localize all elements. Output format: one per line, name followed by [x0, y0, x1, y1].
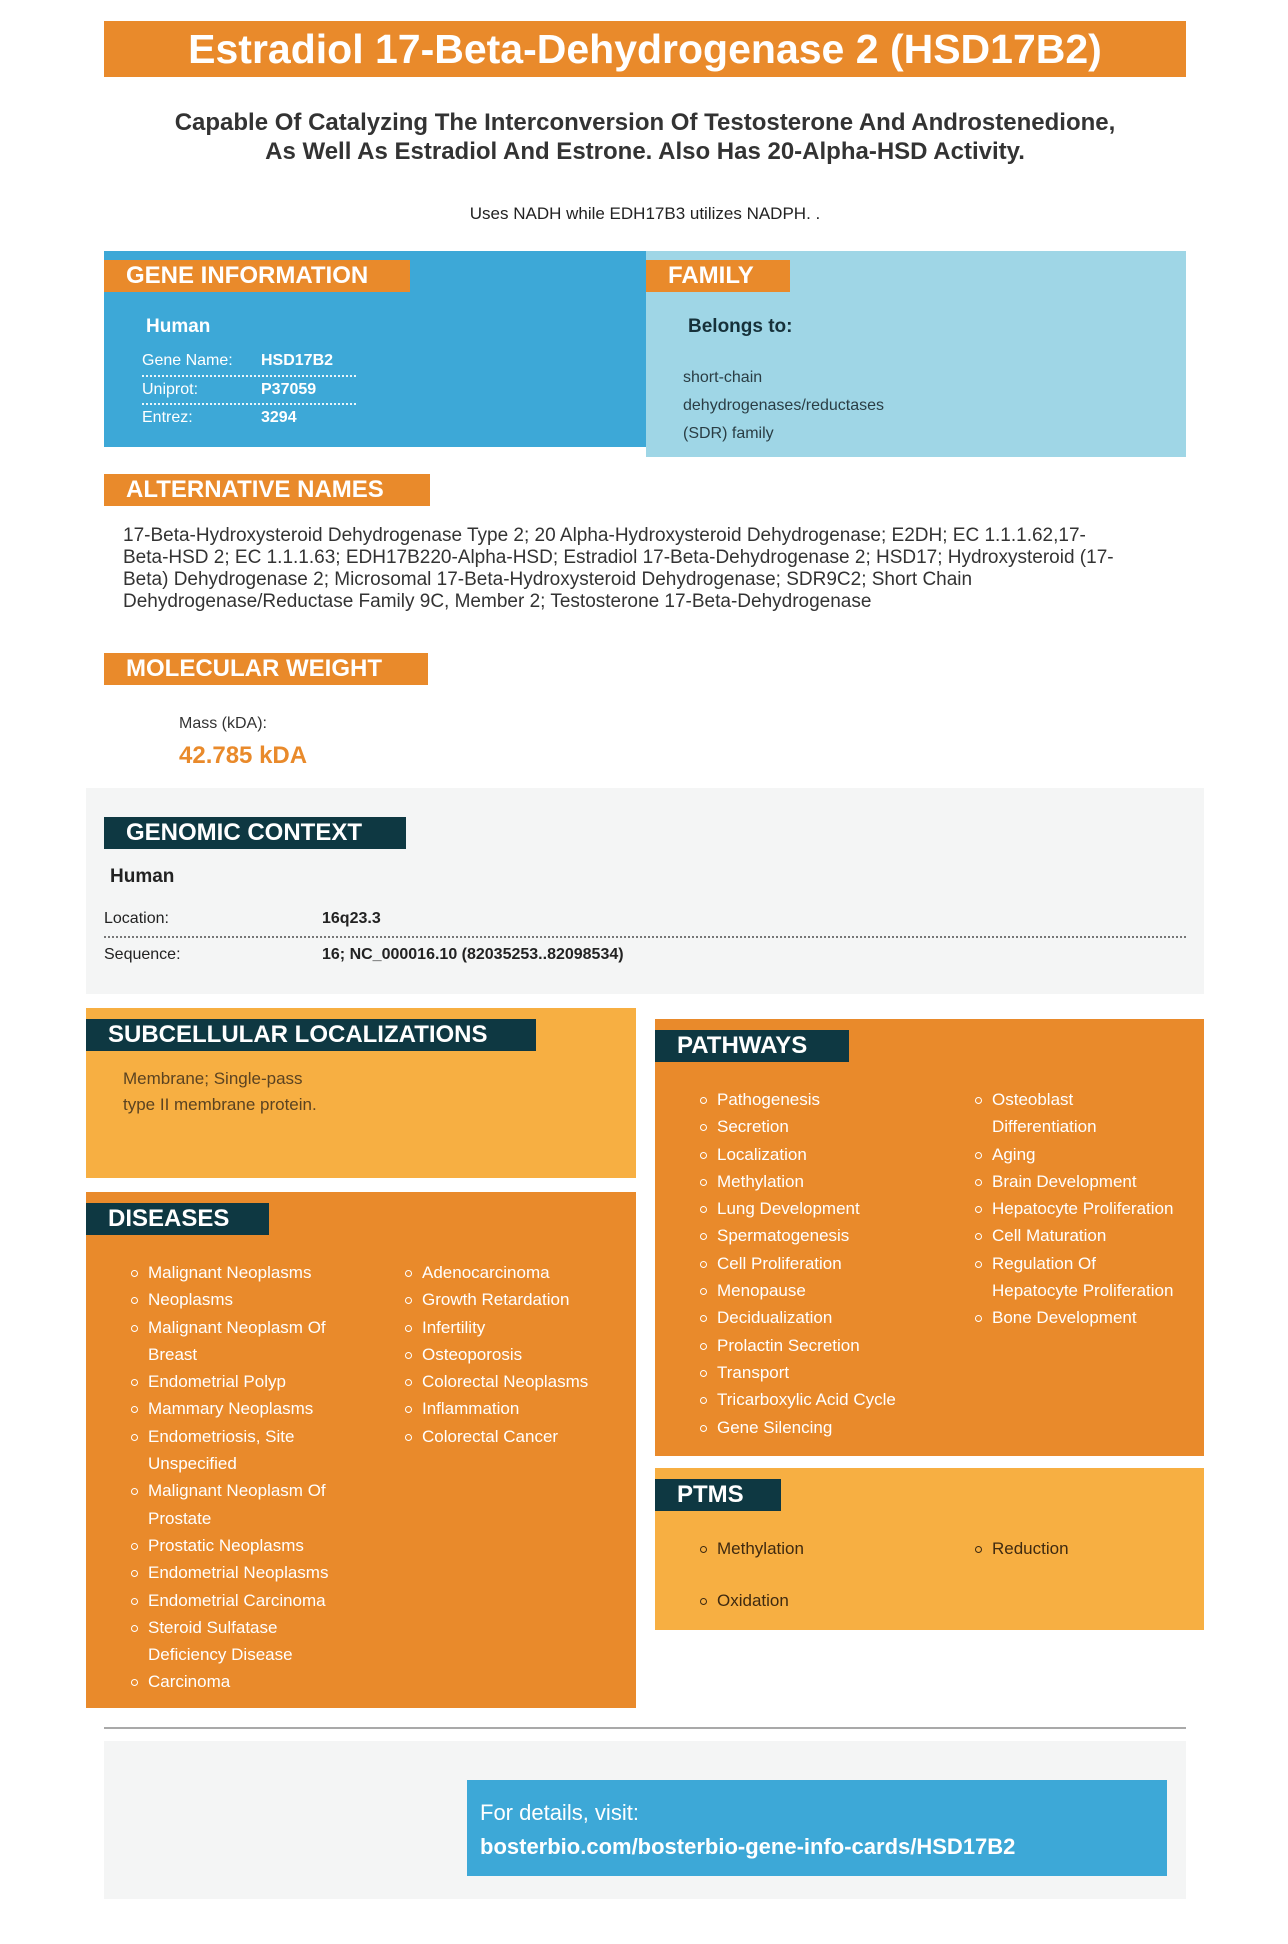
list-item-text: Steroid Sulfatase — [148, 1617, 278, 1637]
list-item — [975, 1222, 1200, 1249]
list-item — [975, 1250, 1200, 1305]
family-line: dehydrogenases/reductases — [683, 397, 885, 414]
protein-function-summary — [104, 108, 1186, 166]
list-item-text: Endometriosis, Site — [148, 1426, 295, 1446]
list-item-text: Hepatocyte Proliferation — [992, 1199, 1174, 1219]
gene-info-key: Gene Name: — [142, 352, 233, 369]
diseases-heading: DISEASES — [86, 1203, 269, 1235]
list-item-text: Decidualization — [717, 1308, 833, 1328]
list-item — [700, 1277, 965, 1304]
list-item-text: Menopause — [717, 1281, 806, 1301]
list-item — [131, 1259, 371, 1286]
list-item-text: Osteoporosis — [422, 1344, 523, 1364]
list-item — [700, 1195, 965, 1222]
alternative-names-line: Dehydrogenase/Reductase Family 9C, Member 2; Testosterone 17-Beta-Dehydrogenase — [123, 591, 872, 612]
list-item-text: Malignant Neoplasm Of — [148, 1317, 326, 1337]
gene-info-row — [142, 403, 356, 431]
list-item — [131, 1559, 371, 1586]
list-item-text: Lung Development — [717, 1199, 860, 1219]
genomic-value: 16; NC_000016.10 (82035253..82098534) — [322, 945, 624, 963]
list-item — [405, 1341, 625, 1368]
list-item-text: Regulation Of — [992, 1253, 1096, 1273]
alternative-names-text — [123, 525, 1173, 613]
alternative-names-line: 17-Beta-Hydroxysteroid Dehydrogenase Type 2; 20 Alpha-Hydroxysteroid Dehydrogenase; E2DH; EC 1.1.1.62,17- — [123, 525, 1086, 546]
alternative-names-heading: ALTERNATIVE NAMES — [104, 474, 430, 506]
genomic-value: 16q23.3 — [322, 909, 381, 927]
genomic-key: Sequence: — [104, 945, 181, 963]
list-item-text: Endometrial Polyp — [148, 1372, 286, 1392]
list-item-text: Brain Development — [992, 1171, 1137, 1191]
pathways-list-col1 — [700, 1086, 965, 1441]
list-item — [975, 1304, 1200, 1331]
gene-organism: Human — [146, 316, 211, 337]
genomic-organism: Human — [110, 866, 175, 887]
details-label: For details, visit: — [480, 1800, 639, 1825]
list-item-text: Differentiation — [992, 1117, 1097, 1137]
list-item — [700, 1386, 965, 1413]
pathways-heading: PATHWAYS — [655, 1030, 849, 1062]
list-item — [700, 1141, 965, 1168]
genomic-context-heading: GENOMIC CONTEXT — [104, 817, 406, 849]
list-item — [700, 1086, 965, 1113]
list-item — [405, 1395, 625, 1422]
list-item-text: Carcinoma — [148, 1672, 231, 1692]
list-item-text: Cell Maturation — [992, 1226, 1107, 1246]
family-text — [683, 364, 923, 448]
genomic-key: Location: — [104, 909, 169, 927]
diseases-list-col2 — [405, 1259, 625, 1450]
list-item — [700, 1332, 965, 1359]
list-item-text: Tricarboxylic Acid Cycle — [717, 1390, 896, 1410]
list-item-text: Endometrial Neoplasms — [148, 1563, 329, 1583]
list-item-text: Secretion — [717, 1117, 789, 1137]
family-belongs-label: Belongs to: — [688, 316, 793, 337]
gene-info-key: Uniprot: — [142, 381, 199, 398]
list-item-text: Colorectal Cancer — [422, 1426, 559, 1446]
subcellular-heading: SUBCELLULAR LOCALIZATIONS — [86, 1019, 536, 1051]
details-link[interactable]: bosterbio.com/bosterbio-gene-info-cards/HSD17B2 — [480, 1834, 1016, 1859]
list-item — [405, 1314, 625, 1341]
list-item — [700, 1359, 965, 1386]
list-item — [131, 1668, 371, 1695]
subcellular-text — [123, 1066, 343, 1118]
list-item — [975, 1141, 1200, 1168]
list-item — [975, 1195, 1200, 1222]
list-item-text: Prolactin Secretion — [717, 1335, 860, 1355]
alternative-names-line: Beta-HSD 2; EC 1.1.1.63; EDH17B220-Alpha-HSD; Estradiol 17-Beta-Dehydrogenase 2; HSD17; Hydroxysteroid (17- — [123, 547, 1114, 568]
list-item: Methylation — [700, 1535, 940, 1562]
gene-info-row — [142, 347, 356, 375]
list-item — [131, 1587, 371, 1614]
list-item-text: Endometrial Carcinoma — [148, 1590, 326, 1610]
list-item-text: Prostatic Neoplasms — [148, 1535, 304, 1555]
gene-info-value: P37059 — [261, 381, 317, 398]
list-item — [131, 1477, 371, 1532]
genomic-context-table — [104, 901, 1186, 971]
list-item-text: Infertility — [422, 1317, 486, 1337]
list-item-text: Transport — [717, 1362, 790, 1382]
list-item — [405, 1259, 625, 1286]
list-item-text: Colorectal Neoplasms — [422, 1372, 589, 1392]
list-item — [131, 1368, 371, 1395]
list-item — [405, 1286, 625, 1313]
list-item-text: Growth Retardation — [422, 1290, 570, 1310]
gene-info-value: 3294 — [261, 409, 297, 426]
molecular-weight-heading: MOLECULAR WEIGHT — [104, 653, 428, 685]
list-item — [700, 1168, 965, 1195]
pathways-list-col2 — [975, 1086, 1200, 1332]
family-line: short-chain — [683, 369, 763, 386]
list-item — [131, 1314, 371, 1369]
list-item — [131, 1395, 371, 1422]
ptms-list-col1 — [700, 1535, 940, 1615]
list-item-text: Malignant Neoplasm Of — [148, 1481, 326, 1501]
list-item-text: Breast — [148, 1344, 198, 1364]
ptms-list-col2 — [975, 1535, 1195, 1562]
mass-label: Mass (kDA): — [179, 715, 267, 732]
list-item-text: Cell Proliferation — [717, 1253, 842, 1273]
list-item-text: Deficiency Disease — [148, 1645, 293, 1665]
list-item-text: Aging — [992, 1144, 1036, 1164]
list-item-text: Localization — [717, 1144, 807, 1164]
alternative-names-line: Beta) Dehydrogenase 2; Microsomal 17-Beta-Hydroxysteroid Dehydrogenase; SDR9C2; Short Chain — [123, 569, 973, 590]
list-item: Oxidation — [700, 1587, 940, 1614]
details-link-box[interactable] — [467, 1780, 1167, 1876]
genomic-row — [104, 901, 1186, 936]
list-item — [131, 1286, 371, 1313]
subtitle-line: Capable Of Catalyzing The Interconversion Of Testosterone And Androstenedione, — [174, 109, 1116, 136]
subcellular-line: type II membrane protein. — [123, 1095, 317, 1114]
subcellular-line: Membrane; Single-pass — [123, 1069, 303, 1088]
mass-value: 42.785 kDA — [179, 742, 308, 769]
subtitle-line: As Well As Estradiol And Estrone. Also Has 20-Alpha-HSD Activity. — [265, 138, 1025, 165]
family-heading: FAMILY — [646, 260, 790, 292]
list-item — [700, 1222, 965, 1249]
protein-description: Uses NADH while EDH17B3 utilizes NADPH. . — [469, 204, 821, 223]
family-line: (SDR) family — [683, 425, 774, 442]
list-item-text: Spermatogenesis — [717, 1226, 850, 1246]
gene-info-table — [142, 347, 356, 431]
gene-info-row — [142, 375, 356, 403]
footer-divider — [104, 1727, 1186, 1729]
list-item — [131, 1423, 371, 1478]
list-item-text: Neoplasms — [148, 1290, 234, 1310]
list-item-text: Pathogenesis — [717, 1090, 821, 1109]
list-item: Reduction — [975, 1535, 1195, 1562]
list-item — [405, 1368, 625, 1395]
gene-information-heading: GENE INFORMATION — [104, 260, 410, 292]
list-item-text: Bone Development — [992, 1308, 1137, 1328]
list-item — [975, 1086, 1200, 1141]
list-item-text: Osteoblast — [992, 1090, 1074, 1109]
list-item — [405, 1423, 625, 1450]
diseases-list-col1 — [131, 1259, 371, 1696]
list-item-text: Unspecified — [148, 1454, 237, 1474]
list-item — [700, 1250, 965, 1277]
list-item-text: Prostate — [148, 1508, 212, 1528]
list-item — [975, 1168, 1200, 1195]
list-item — [700, 1414, 965, 1441]
list-item-text: Malignant Neoplasms — [148, 1263, 312, 1282]
ptms-heading: PTMS — [655, 1479, 781, 1511]
list-item — [131, 1532, 371, 1559]
page-title: Estradiol 17-Beta-Dehydrogenase 2 (HSD17B2) — [104, 21, 1186, 77]
list-item-text: Inflammation — [422, 1399, 520, 1419]
list-item — [131, 1614, 371, 1669]
gene-info-key: Entrez: — [142, 409, 193, 426]
list-item — [700, 1113, 965, 1140]
list-item-text: Adenocarcinoma — [422, 1263, 550, 1282]
genomic-row — [104, 936, 1186, 971]
list-item-text: Methylation — [717, 1171, 804, 1191]
list-item — [700, 1304, 965, 1331]
list-item-text: Mammary Neoplasms — [148, 1399, 314, 1419]
gene-info-value: HSD17B2 — [261, 352, 334, 369]
list-item-text: Gene Silencing — [717, 1417, 833, 1437]
list-item-text: Hepatocyte Proliferation — [992, 1281, 1174, 1301]
